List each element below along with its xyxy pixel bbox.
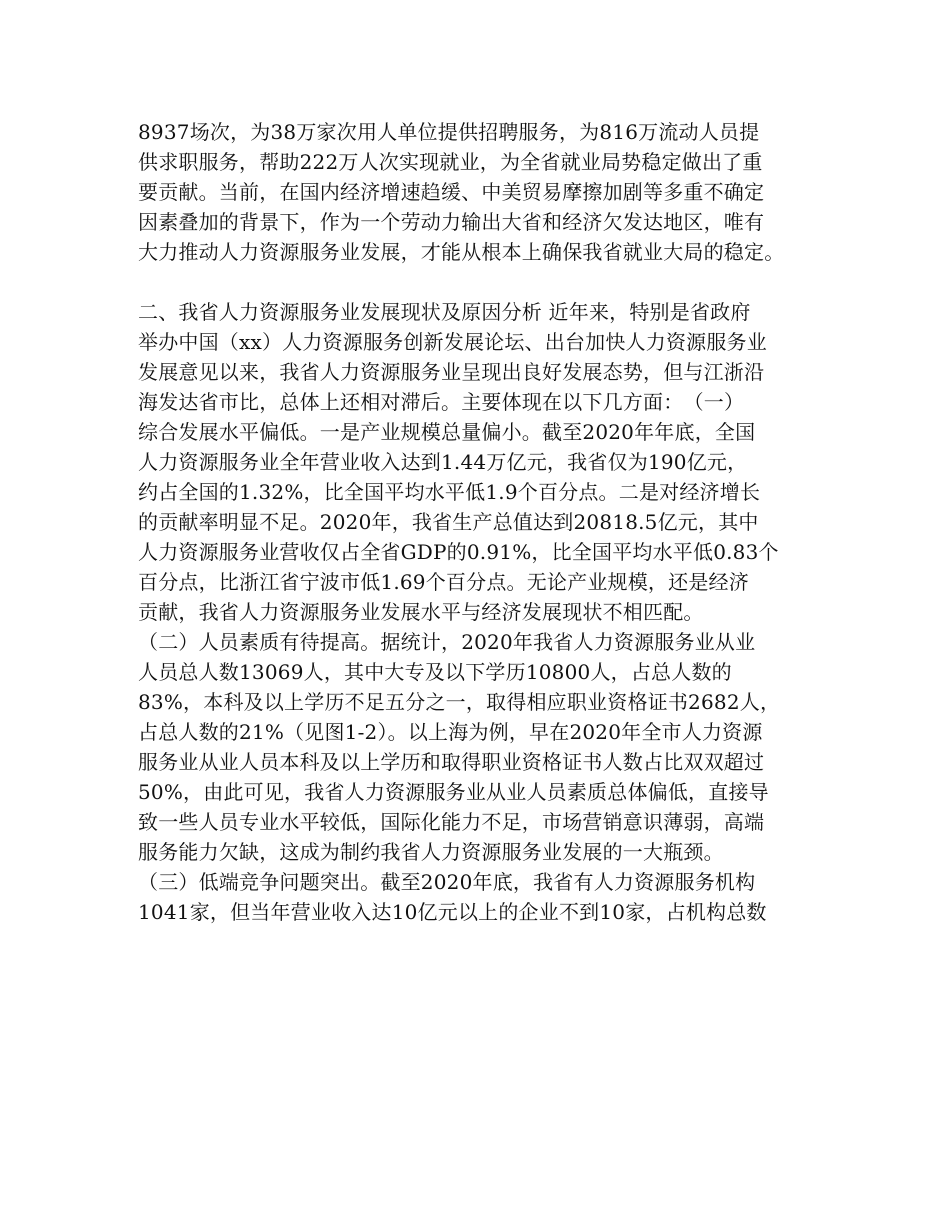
text-line: 二、我省人力资源服务业发展现状及原因分析 近年来，特别是省政府 xyxy=(138,300,751,324)
text-line: 83%，本科及以上学历不足五分之一，取得相应职业资格证书2682人， xyxy=(138,690,781,714)
paragraph-2 xyxy=(138,297,828,927)
text-line: 的贡献率明显不足。2020年，我省生产总值达到20818.5亿元，其中 xyxy=(138,510,759,534)
document-body xyxy=(138,117,828,927)
text-line: 因素叠加的背景下，作为一个劳动力输出大省和经济欠发达地区，唯有 xyxy=(138,210,765,234)
text-line: 贡献，我省人力资源服务业发展水平与经济发展现状不相匹配。 xyxy=(138,600,704,624)
text-line: 服务能力欠缺，这成为制约我省人力资源服务业发展的一大瓶颈。 xyxy=(138,840,724,864)
paragraph-1 xyxy=(138,117,828,267)
text-line: 大力推动人力资源服务业发展，才能从根本上确保我省就业大局的稳定。 xyxy=(138,240,785,264)
text-line: 致一些人员专业水平较低，国际化能力不足，市场营销意识薄弱，高端 xyxy=(138,810,765,834)
text-line: 服务业从业人员本科及以上学历和取得职业资格证书人数占比双双超过 xyxy=(138,750,765,774)
text-line: 要贡献。当前，在国内经济增速趋缓、中美贸易摩擦加剧等多重不确定 xyxy=(138,180,765,204)
text-line: 8937场次，为38万家次用人单位提供招聘服务，为816万流动人员提 xyxy=(138,120,760,144)
text-line: 50%，由此可见，我省人力资源服务业从业人员素质总体偏低，直接导 xyxy=(138,780,769,804)
text-line: 百分点，比浙江省宁波市低1.69个百分点。无论产业规模，还是经济 xyxy=(138,570,749,594)
text-line: 1041家，但当年营业收入达10亿元以上的企业不到10家，占机构总数 xyxy=(138,900,767,924)
text-line: （二）人员素质有待提高。据统计，2020年我省人力资源服务业从业 xyxy=(138,630,756,654)
text-line: 人力资源服务业全年营业收入达到1.44万亿元，我省仅为190亿元， xyxy=(138,450,748,474)
text-line: 供求职服务，帮助222万人次实现就业，为全省就业局势稳定做出了重 xyxy=(138,150,763,174)
text-line: 举办中国（xx）人力资源服务创新发展论坛、出台加快人力资源服务业 xyxy=(138,330,767,354)
text-line: 发展意见以来，我省人力资源服务业呈现出良好发展态势，但与江浙沿 xyxy=(138,360,765,384)
text-line: 约占全国的1.32%，比全国平均水平低1.9个百分点。二是对经济增长 xyxy=(138,480,761,504)
text-line: 人员总人数13069人，其中大专及以下学历10800人，占总人数的 xyxy=(138,660,732,684)
text-line: 人力资源服务业营收仅占全省GDP的0.91%，比全国平均水平低0.83个 xyxy=(138,540,779,564)
text-line: 海发达省市比，总体上还相对滞后。主要体现在以下几方面： （一） xyxy=(138,390,745,414)
text-line: 占总人数的21%（见图1-2）。以上海为例，早在2020年全市人力资源 xyxy=(138,720,763,744)
paragraph-gap xyxy=(138,267,828,297)
text-line: （三）低端竞争问题突出。截至2020年底，我省有人力资源服务机构 xyxy=(138,870,756,894)
text-line: 综合发展水平偏低。一是产业规模总量偏小。截至2020年年底，全国 xyxy=(138,420,756,444)
